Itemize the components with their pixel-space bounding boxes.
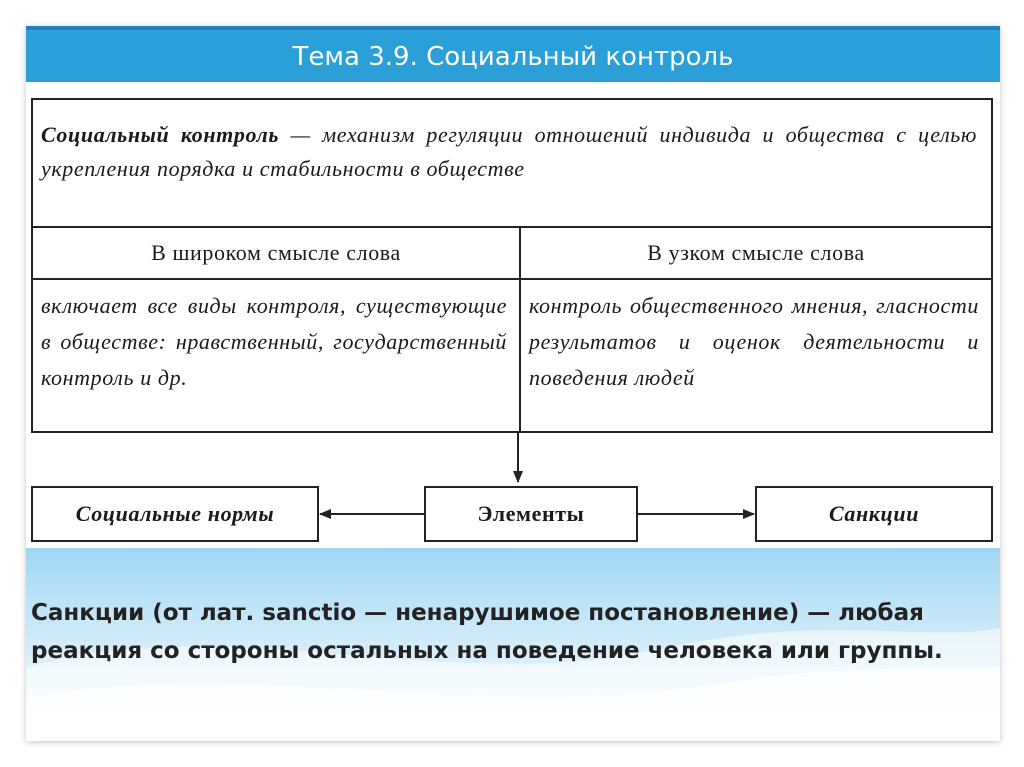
definition-cell <box>33 100 991 228</box>
title-bar <box>26 26 1000 82</box>
box-social-norms: Социальные нормы <box>31 486 319 542</box>
column-heading-broad: В широком смысле слова <box>151 240 401 265</box>
slide-title: Тема 3.9. Социальный контроль <box>292 42 734 72</box>
column-heading-narrow: В узком смысле слова <box>647 240 865 265</box>
column-body-narrow: контроль общественного мнения, гласности результатов и оценок деятельности и поведения людей <box>529 293 979 390</box>
column-body-broad: включает все виды контроля, существующие в обществе: нравственный, государственный контроль и др. <box>41 293 507 390</box>
box-elements: Элементы <box>424 486 638 542</box>
definition-text: — механизм регуляции отношений индивида и общества с целью укрепления порядка и стабильности в обществе <box>41 122 977 181</box>
definition-term: Социальный контроль <box>41 122 280 147</box>
sanctions-definition: Санкции (от лат. sanctio — ненарушимое постановление) — любая реакция со стороны остальных на поведение человека или группы. <box>31 600 943 664</box>
definition-table <box>31 98 993 433</box>
divider-line <box>33 226 991 228</box>
box-sanctions: Санкции <box>755 486 993 542</box>
